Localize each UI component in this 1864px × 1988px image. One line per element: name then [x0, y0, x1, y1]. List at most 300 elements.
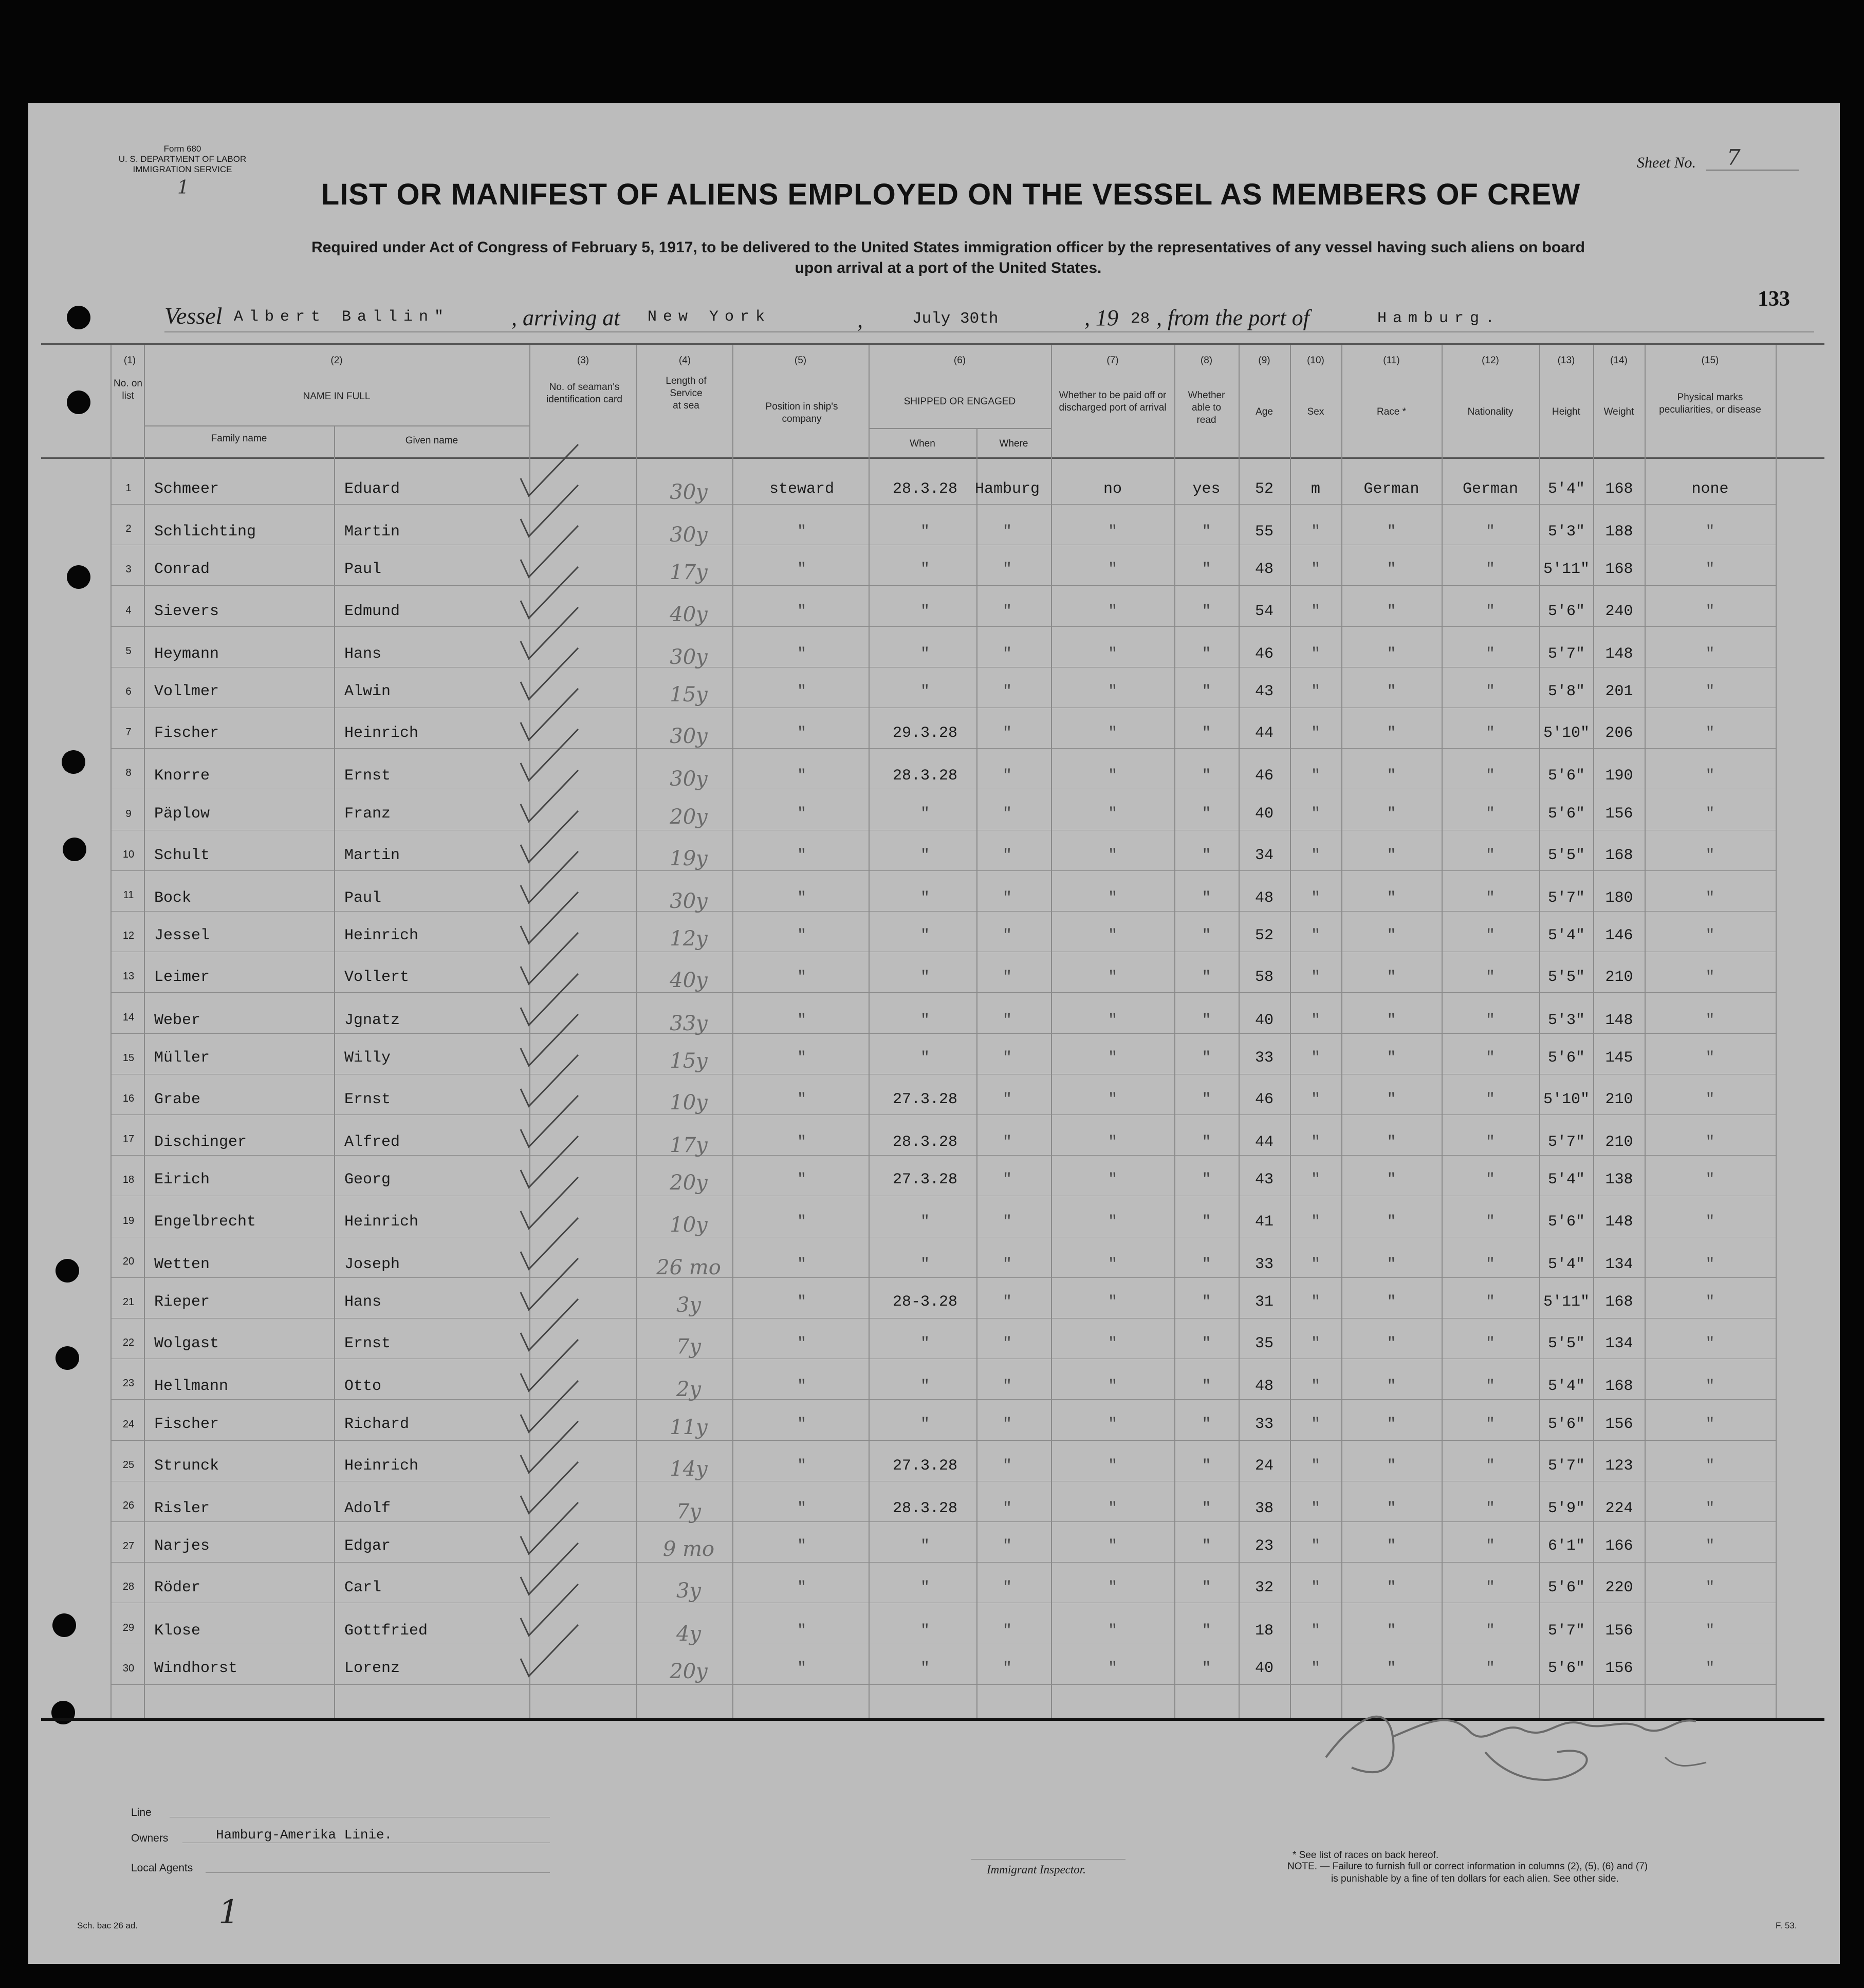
- cell-where: ": [1002, 645, 1012, 663]
- cell-race: ": [1387, 889, 1396, 907]
- cell-family: Wolgast: [154, 1335, 219, 1352]
- cell-marks: ": [1705, 724, 1715, 742]
- cell-sex: ": [1311, 1256, 1320, 1273]
- cell-weight: 210: [1605, 969, 1633, 986]
- cell-age: 18: [1254, 1622, 1274, 1640]
- check-mark: [521, 1381, 578, 1432]
- cell-height: 5'6": [1547, 1049, 1585, 1067]
- cell-family: Rieper: [154, 1293, 210, 1311]
- cell-weight: 168: [1605, 561, 1633, 578]
- cell-service: 10y: [670, 1213, 708, 1237]
- cell-nat: ": [1485, 927, 1495, 944]
- cell-weight: 168: [1605, 480, 1633, 498]
- cell-where: ": [1002, 603, 1012, 620]
- cell-family: Vollmer: [154, 683, 219, 700]
- cell-where: ": [1002, 1579, 1012, 1596]
- cell-given: Alfred: [344, 1134, 400, 1151]
- cell-given: Heinrich: [344, 1213, 419, 1231]
- cell-read: ": [1202, 1293, 1211, 1311]
- cell-sex: ": [1311, 1660, 1320, 1677]
- cell-where: ": [1002, 1049, 1012, 1067]
- cell-paid: ": [1108, 1416, 1117, 1433]
- subtitle-line-2: upon arrival at a port of the United States.: [795, 259, 1102, 276]
- row-number: 3: [125, 564, 132, 575]
- row-number: 8: [125, 767, 132, 778]
- check-mark: [521, 1421, 578, 1473]
- cell-marks: ": [1705, 1537, 1715, 1555]
- check-mark: [521, 607, 578, 659]
- cell-paid: ": [1108, 1660, 1117, 1677]
- cell-age: 48: [1254, 889, 1274, 907]
- cell-age: 55: [1254, 523, 1274, 541]
- cell-sex: ": [1311, 561, 1320, 578]
- cell-read: ": [1202, 1213, 1211, 1231]
- cell-height: 5'11": [1543, 1293, 1590, 1311]
- cell-service: 7y: [676, 1500, 702, 1523]
- cell-position: ": [797, 1457, 806, 1475]
- cell-where: ": [1002, 724, 1012, 742]
- punch-hole: [67, 391, 90, 414]
- cell-marks: ": [1705, 1134, 1715, 1151]
- cell-age: 43: [1254, 1171, 1274, 1188]
- cell-position: ": [797, 1171, 806, 1188]
- cell-read: ": [1202, 1171, 1211, 1188]
- cell-sex: ": [1311, 603, 1320, 620]
- cell-service: 3y: [676, 1579, 702, 1603]
- cell-race: ": [1387, 767, 1396, 785]
- cell-nat: ": [1485, 1213, 1495, 1231]
- checkmarks: [511, 442, 645, 1716]
- row-number: 21: [122, 1296, 135, 1308]
- cell-when: 28.3.28: [892, 1134, 958, 1151]
- cell-read: ": [1202, 969, 1211, 986]
- cell-nat: ": [1485, 1091, 1495, 1108]
- cell-position: ": [797, 1049, 806, 1067]
- cell-when: ": [920, 969, 930, 986]
- cell-given: Gottfried: [344, 1622, 428, 1640]
- cell-age: 40: [1254, 1660, 1274, 1677]
- cell-position: ": [797, 1622, 806, 1640]
- when-header: When: [910, 438, 935, 449]
- cell-read: ": [1202, 1457, 1211, 1475]
- cell-height: 5'6": [1547, 603, 1585, 620]
- note-line-2: is punishable by a fine of ten dollars for each alien. See other side.: [1331, 1873, 1619, 1884]
- vessel-name: Albert Ballin": [234, 308, 450, 326]
- cell-service: 26 mo: [656, 1256, 721, 1279]
- cell-given: Vollert: [344, 969, 410, 986]
- cell-family: Knorre: [154, 767, 210, 785]
- cell-height: 5'4": [1547, 1256, 1585, 1273]
- col3-header: No. of seaman's identification card: [546, 382, 622, 405]
- check-mark: [521, 770, 578, 822]
- check-mark: [521, 1502, 578, 1554]
- row-number: 23: [122, 1378, 135, 1389]
- row-number: 14: [122, 1012, 135, 1023]
- cell-nat: ": [1485, 1293, 1495, 1311]
- cell-race: ": [1387, 969, 1396, 986]
- cell-paid: ": [1108, 1091, 1117, 1108]
- cell-race: ": [1387, 561, 1396, 578]
- cell-paid: ": [1108, 1500, 1117, 1517]
- cell-service: 30y: [670, 724, 708, 748]
- cell-position: ": [797, 847, 806, 864]
- cell-race: ": [1387, 1660, 1396, 1677]
- cell-marks: ": [1705, 927, 1715, 944]
- cell-paid: ": [1108, 645, 1117, 663]
- cell-paid: ": [1108, 767, 1117, 785]
- cell-sex: ": [1311, 1213, 1320, 1231]
- cell-weight: 188: [1605, 523, 1633, 541]
- note-line-1: NOTE. — Failure to furnish full or correct information in columns (2), (5), (6) and (7): [1287, 1861, 1648, 1872]
- cell-marks: ": [1705, 1500, 1715, 1517]
- cell-marks: ": [1705, 1012, 1715, 1029]
- cell-paid: ": [1108, 805, 1117, 823]
- table-row-rule: [110, 870, 1776, 871]
- col6-number: (6): [953, 355, 966, 366]
- cell-family: Windhorst: [154, 1660, 238, 1677]
- cell-read: ": [1202, 1416, 1211, 1433]
- check-mark: [521, 851, 578, 903]
- cell-paid: ": [1108, 561, 1117, 578]
- cell-age: 46: [1254, 1091, 1274, 1108]
- cell-given: Heinrich: [344, 724, 419, 742]
- cell-marks: ": [1705, 889, 1715, 907]
- cell-marks: ": [1705, 1091, 1715, 1108]
- cell-where: ": [1002, 805, 1012, 823]
- cell-sex: ": [1311, 1134, 1320, 1151]
- cell-family: Sievers: [154, 603, 219, 620]
- cell-weight: 166: [1605, 1537, 1633, 1555]
- punch-hole: [52, 1613, 76, 1637]
- cell-height: 5'5": [1547, 969, 1585, 986]
- cell-weight: 156: [1605, 805, 1633, 823]
- cell-when: ": [920, 1049, 930, 1067]
- sheet-number: 7: [1727, 145, 1741, 170]
- col1-header: No. on list: [114, 378, 142, 401]
- cell-race: ": [1387, 1500, 1396, 1517]
- row-number: 6: [125, 686, 132, 697]
- cell-height: 5'7": [1547, 889, 1585, 907]
- cell-paid: ": [1108, 1256, 1117, 1273]
- cell-weight: 220: [1605, 1579, 1633, 1596]
- cell-paid: ": [1108, 1335, 1117, 1352]
- cell-height: 5'7": [1547, 1457, 1585, 1475]
- cell-given: Lorenz: [344, 1660, 400, 1677]
- corner-mark: 1: [177, 177, 189, 198]
- cell-where: ": [1002, 561, 1012, 578]
- cell-marks: ": [1705, 561, 1715, 578]
- form-number: Form 680: [163, 144, 201, 154]
- row-number: 11: [123, 889, 134, 901]
- cell-service: 10y: [670, 1091, 708, 1114]
- cell-height: 5'6": [1547, 1213, 1585, 1231]
- cell-marks: ": [1705, 603, 1715, 620]
- cell-where: ": [1002, 1537, 1012, 1555]
- cell-service: 14y: [670, 1457, 708, 1481]
- cell-weight: 148: [1605, 1012, 1633, 1029]
- cell-age: 23: [1254, 1537, 1274, 1555]
- col5-number: (5): [794, 355, 807, 366]
- cell-given: Martin: [344, 523, 400, 541]
- cell-age: 33: [1254, 1049, 1274, 1067]
- cell-read: ": [1202, 1660, 1211, 1677]
- cell-family: Weber: [154, 1012, 201, 1029]
- cell-service: 30y: [670, 645, 708, 669]
- cell-service: 2y: [676, 1378, 702, 1401]
- col15-header: Physical marks peculiarities, or disease: [1659, 392, 1761, 415]
- cell-paid: ": [1108, 683, 1117, 700]
- cell-nat: ": [1485, 1537, 1495, 1555]
- cell-age: 35: [1254, 1335, 1274, 1352]
- cell-nat: ": [1485, 1378, 1495, 1395]
- cell-age: 43: [1254, 683, 1274, 700]
- row-number: 15: [122, 1052, 135, 1064]
- cell-given: Martin: [344, 847, 400, 864]
- check-mark: [521, 1177, 578, 1229]
- row-number: 26: [122, 1500, 135, 1511]
- owners-label: Owners: [131, 1832, 169, 1844]
- cell-service: 40y: [670, 603, 708, 626]
- check-mark: [521, 526, 578, 577]
- cell-family: Schmeer: [154, 480, 219, 498]
- cell-weight: 145: [1605, 1049, 1633, 1067]
- row-number: 2: [125, 523, 132, 534]
- cell-race: ": [1387, 1579, 1396, 1596]
- cell-paid: ": [1108, 927, 1117, 944]
- cell-sex: ": [1311, 1335, 1320, 1352]
- cell-sex: ": [1311, 1622, 1320, 1640]
- cell-paid: ": [1108, 1134, 1117, 1151]
- cell-when: 27.3.28: [892, 1171, 958, 1188]
- cell-when: ": [920, 805, 930, 823]
- cell-marks: ": [1705, 1335, 1715, 1352]
- cell-when: ": [920, 603, 930, 620]
- cell-nat: ": [1485, 645, 1495, 663]
- cell-service: 12y: [670, 927, 708, 951]
- cell-race: ": [1387, 1171, 1396, 1188]
- cell-when: ": [920, 889, 930, 907]
- cell-sex: ": [1311, 683, 1320, 700]
- cell-nat: ": [1485, 1256, 1495, 1273]
- col12-number: (12): [1482, 355, 1499, 366]
- cell-marks: ": [1705, 523, 1715, 541]
- cell-age: 32: [1254, 1579, 1274, 1596]
- cell-when: ": [920, 1378, 930, 1395]
- cell-height: 5'6": [1547, 767, 1585, 785]
- check-mark: [521, 1625, 578, 1676]
- cell-given: Heinrich: [344, 927, 419, 944]
- cell-paid: no: [1103, 480, 1122, 498]
- cell-age: 52: [1254, 927, 1274, 944]
- cell-height: 5'5": [1547, 847, 1585, 864]
- cell-weight: 206: [1605, 724, 1633, 742]
- column-rule: [976, 428, 977, 1718]
- cell-read: yes: [1192, 480, 1221, 498]
- cell-position: ": [797, 523, 806, 541]
- cell-height: 5'6": [1547, 1579, 1585, 1596]
- cell-height: 5'4": [1547, 927, 1585, 944]
- cell-given: Adolf: [344, 1500, 391, 1517]
- cell-position: ": [797, 1335, 806, 1352]
- cell-race: ": [1387, 724, 1396, 742]
- cell-when: 28-3.28: [892, 1293, 958, 1311]
- cell-nat: ": [1485, 1049, 1495, 1067]
- cell-read: ": [1202, 847, 1211, 864]
- cell-family: Grabe: [154, 1091, 201, 1108]
- punch-hole: [56, 1259, 79, 1283]
- cell-nat: ": [1485, 969, 1495, 986]
- cell-read: ": [1202, 1049, 1211, 1067]
- cell-nat: ": [1485, 805, 1495, 823]
- check-mark: [521, 648, 578, 699]
- cell-race: ": [1387, 1293, 1396, 1311]
- column-rule: [732, 345, 733, 1718]
- inspector-signature: [1316, 1680, 1737, 1798]
- cell-sex: ": [1311, 724, 1320, 742]
- cell-age: 40: [1254, 805, 1274, 823]
- line-label: Line: [131, 1807, 152, 1818]
- cell-sex: ": [1311, 1091, 1320, 1108]
- cell-given: Ernst: [344, 1091, 391, 1108]
- printer-mark: Sch. bac 26 ad.: [77, 1921, 138, 1930]
- local-agents-label: Local Agents: [131, 1862, 193, 1874]
- cell-paid: ": [1108, 1293, 1117, 1311]
- departure-port: Hamburg.: [1377, 310, 1501, 327]
- cell-when: ": [920, 1256, 930, 1273]
- cell-age: 31: [1254, 1293, 1274, 1311]
- cell-race: ": [1387, 1622, 1396, 1640]
- cell-where: ": [1002, 1213, 1012, 1231]
- column-rule: [1776, 345, 1777, 1718]
- cell-nat: ": [1485, 1171, 1495, 1188]
- col11-header: Race *: [1376, 406, 1407, 417]
- cell-sex: ": [1311, 767, 1320, 785]
- cell-marks: ": [1705, 969, 1715, 986]
- check-mark: [521, 1136, 578, 1187]
- cell-sex: ": [1311, 1049, 1320, 1067]
- cell-where: ": [1002, 1416, 1012, 1433]
- table-row-rule: [110, 1033, 1776, 1034]
- cell-where: ": [1002, 1256, 1012, 1273]
- cell-height: 5'3": [1547, 1012, 1585, 1029]
- cell-service: 19y: [670, 847, 708, 870]
- cell-race: German: [1363, 480, 1419, 498]
- col13-header: Height: [1552, 406, 1580, 417]
- cell-height: 6'1": [1547, 1537, 1585, 1555]
- cell-race: ": [1387, 1457, 1396, 1475]
- row-number: 30: [122, 1663, 135, 1674]
- cell-position: ": [797, 1579, 806, 1596]
- cell-where: ": [1002, 1171, 1012, 1188]
- cell-paid: ": [1108, 1049, 1117, 1067]
- check-mark: [521, 1095, 578, 1147]
- cell-nat: ": [1485, 561, 1495, 578]
- cell-marks: ": [1705, 683, 1715, 700]
- cell-family: Conrad: [154, 561, 210, 578]
- cell-family: Schlichting: [154, 523, 256, 541]
- check-mark: [521, 689, 578, 740]
- table-row-rule: [110, 992, 1776, 993]
- cell-nat: ": [1485, 1500, 1495, 1517]
- owners-value: Hamburg-Amerika Linie.: [216, 1827, 393, 1843]
- cell-when: ": [920, 1335, 930, 1352]
- cell-marks: ": [1705, 1213, 1715, 1231]
- cell-read: ": [1202, 561, 1211, 578]
- table-row-rule: [110, 1155, 1776, 1156]
- cell-service: 30y: [670, 480, 708, 504]
- row-number: 19: [122, 1215, 135, 1227]
- row-number: 25: [122, 1459, 135, 1471]
- cell-when: 28.3.28: [892, 480, 958, 498]
- cell-marks: ": [1705, 847, 1715, 864]
- cell-position: ": [797, 1500, 806, 1517]
- col13-number: (13): [1557, 355, 1575, 366]
- cell-family: Hellmann: [154, 1378, 229, 1395]
- check-mark: [521, 1584, 578, 1636]
- cell-position: ": [797, 1256, 806, 1273]
- cell-nat: ": [1485, 847, 1495, 864]
- cell-paid: ": [1108, 1457, 1117, 1475]
- cell-race: ": [1387, 1335, 1396, 1352]
- given-name-header: Given name: [405, 435, 458, 446]
- col9-number: (9): [1258, 355, 1270, 366]
- table-row-rule: [110, 1562, 1776, 1563]
- cell-marks: ": [1705, 1049, 1715, 1067]
- cell-weight: 148: [1605, 1213, 1633, 1231]
- cell-age: 44: [1254, 1134, 1274, 1151]
- cell-where: ": [1002, 1457, 1012, 1475]
- col4-number: (4): [678, 355, 691, 366]
- check-mark: [521, 1014, 578, 1066]
- col5-header: Position in ship's company: [765, 401, 838, 424]
- cell-given: Ernst: [344, 1335, 391, 1352]
- cell-weight: 180: [1605, 889, 1633, 907]
- punch-hole: [67, 306, 90, 329]
- subtitle-line-1: Required under Act of Congress of February 5, 1917, to be delivered to the United States immigration officer by the representatives of any vessel having such aliens on board: [311, 239, 1585, 256]
- check-mark: [521, 1218, 578, 1269]
- row-number: 10: [122, 849, 135, 860]
- col7-number: (7): [1106, 355, 1119, 366]
- cell-age: 33: [1254, 1256, 1274, 1273]
- cell-family: Leimer: [154, 969, 210, 986]
- cell-service: 20y: [670, 1660, 708, 1683]
- table-row-rule: [110, 585, 1776, 586]
- cell-race: ": [1387, 1134, 1396, 1151]
- cell-given: Hans: [344, 1293, 382, 1311]
- cell-race: ": [1387, 927, 1396, 944]
- cell-nat: ": [1485, 1579, 1495, 1596]
- cell-when: ": [920, 927, 930, 944]
- cell-race: ": [1387, 1537, 1396, 1555]
- cell-given: Joseph: [344, 1256, 400, 1273]
- cell-age: 40: [1254, 1012, 1274, 1029]
- cell-position: ": [797, 603, 806, 620]
- cell-height: 5'6": [1547, 805, 1585, 823]
- column-rule: [1174, 345, 1175, 1718]
- row-number: 27: [122, 1540, 135, 1552]
- cell-read: ": [1202, 927, 1211, 944]
- cell-race: ": [1387, 1213, 1396, 1231]
- check-mark: [521, 729, 578, 781]
- cell-given: Paul: [344, 561, 382, 578]
- department-label: U. S. DEPARTMENT OF LABOR: [118, 154, 247, 164]
- cell-read: ": [1202, 1579, 1211, 1596]
- cell-marks: ": [1705, 1416, 1715, 1433]
- cell-when: 28.3.28: [892, 1500, 958, 1517]
- cell-where: ": [1002, 1378, 1012, 1395]
- cell-position: ": [797, 645, 806, 663]
- cell-when: ": [920, 1579, 930, 1596]
